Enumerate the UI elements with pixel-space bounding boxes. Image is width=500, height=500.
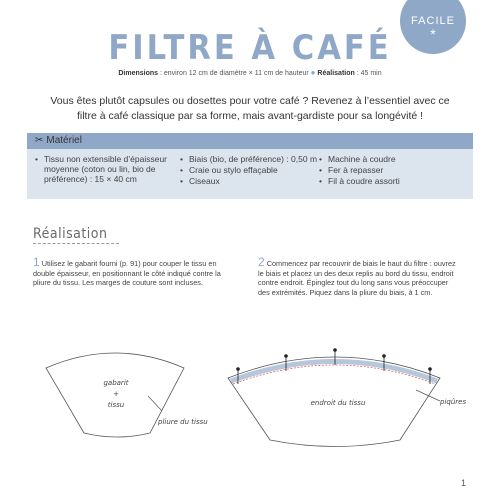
dimensions-label: Dimensions (118, 70, 159, 77)
list-item: • Biais (bio, de préférence) : 0,50 m (180, 154, 318, 164)
gabarit-label: gabarit (103, 379, 129, 387)
step-number: 1 (33, 255, 40, 269)
bias-fabric-illustration (228, 348, 466, 446)
list-item: • Craie ou stylo effaçable (180, 165, 278, 175)
scissors-icon: ✂ (35, 135, 44, 146)
list-item: • Fil à coudre assorti (319, 176, 400, 186)
list-item: • Fer à repasser (319, 165, 384, 175)
pliure-label: pliure du tissu (158, 418, 208, 426)
pointer-line (148, 396, 162, 411)
materiel-title: Matériel (46, 135, 82, 146)
separator-dot: ● (310, 68, 316, 77)
step-text: Commencez par recouvrir de biais le haut du filtre : ouvrez le biais et placez un des deux replis au bord du tissu, endroit contre endroit. Épinglez tout du long sans vous préoccuper des extrémités. Piquez dans la pliure du biais, à 1 cm. (258, 259, 456, 297)
page-number: 1 (461, 478, 467, 488)
stitch-line (233, 365, 435, 384)
pattern-piece-illustration (46, 353, 208, 437)
dimensions-value: : environ 12 cm de diamètre × 11 cm de hauteur (158, 70, 311, 77)
list-item: • Tissu non extensible d’épaisseur moyenne (coton ou lin, bio de préférence) : 15 × 40 cm (35, 154, 168, 184)
realisation-time-label: Réalisation (315, 70, 355, 77)
step-text: Utilisez le gabarit fourni (p. 91) pour couper le tissu en double épaisseur, en positionnant le côté indiqué contre la pliure du tissu. Les marges de couture sont incluses. (33, 259, 221, 287)
difficulty-label: FACILE (411, 15, 455, 27)
step-number: 2 (258, 255, 265, 269)
intro-paragraph: Vous êtes plutôt capsules ou dosettes pour votre café ? Revenez à l’essentiel avec ce filtre à café classique par sa forme, mais avant-gardiste pour sa longévité ! (50, 95, 450, 122)
tissu-label: tissu (107, 401, 125, 409)
plus-label: + (113, 390, 119, 398)
realisation-time-value: : 45 min (354, 70, 382, 77)
star-icon: * (430, 26, 436, 42)
section-heading-realisation: Réalisation (33, 226, 108, 242)
endroit-label: endroit du tissu (310, 399, 366, 407)
bias-strip (231, 362, 437, 382)
piqures-label: piqûres (440, 398, 467, 406)
pointer-line (416, 390, 440, 401)
list-item: • Ciseaux (180, 176, 220, 186)
page-title: FILTRE À CAFÉ (108, 28, 392, 68)
list-item: • Machine à coudre (319, 154, 396, 164)
